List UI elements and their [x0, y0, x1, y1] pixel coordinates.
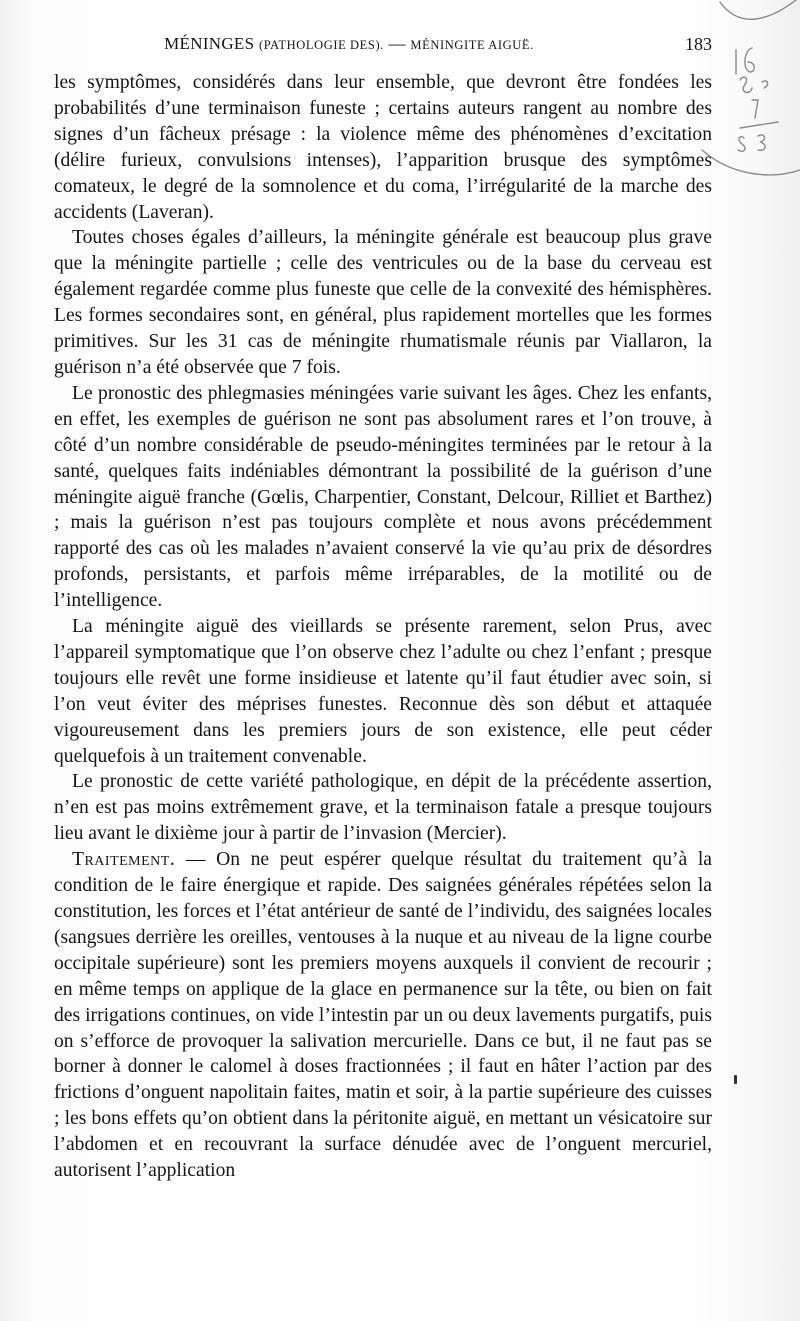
treatment-heading: Traitement.: [72, 849, 176, 871]
margin-mark: [734, 1075, 737, 1084]
page-number: 183: [685, 34, 712, 54]
running-title-main: MÉNINGES: [164, 34, 255, 53]
running-head: [56, 34, 712, 60]
paragraph-gravity: Toutes choses égales d’ailleurs, la méningite générale est beaucoup plus grave que la méningite partielle ; celle des ventricules ou de la base du cerveau est également regardée comme plus funeste que celle de la convexité des hémisphères. Les formes secondaires sont, en général, plus rapidement mortelles que les formes primitives. Sur les 31 cas de méningite rhumatismale réunis par Viallaron, la guérison n’a été observée que 7 fois.: [54, 227, 712, 378]
paragraph-continued: les symptômes, considérés dans leur ensemble, que devront être fondées les probabilités d’une terminaison funeste ; certains auteurs rangent au nombre des signes d’un fâcheux présage : la violence même des phénomènes d’excitation (délire furieux, convulsions intenses), l’apparition brusque des symptômes comateux, le degré de la somnolence et du coma, l’irrégularité de la marche des accidents (Laveran).: [54, 72, 712, 223]
running-title: [56, 34, 642, 54]
paragraph-ages: Le pronostic des phlegmasies méningées varie suivant les âges. Chez les enfants, en effet, les exemples de guérison ne sont pas absolument rares et l’on trouve, à côté d’un nombre considérable de pseudo-méningites terminées par le retour à la santé, quelques faits indéniables démontrant la possibilité de la guérison d’une méningite aiguë franche (Gœlis, Charpentier, Constant, Delcour, Rilliet et Barthez) ; mais la guérison n’est pas toujours complète et nous avons précédemment rapporté des cas où les malades n’avaient conservé la vie qu’au prix de désordres profonds, persistants, et parfois même irréparables, de la motilité ou de l’intelligence.: [54, 382, 712, 612]
treatment-text: — On ne peut espérer quelque résultat du traitement qu’à la condition de le faire énergique et rapide. Des saignées générales répétées selon la constitution, les forces et l’état antérieur de santé de l’individu, des saignées locales (sangsues derrière les oreilles, ventouses à la nuque et au niveau de la ligne courbe occipitale supérieure) sont les premiers moyens auxquels il convient de recourir ; en même temps on applique de la glace en permanence sur la tête, ou bien on fait des irrigations continues, on vide l’intestin par un ou deux lavements purgatifs, puis on s’efforce de provoquer la salivation mercurielle. Dans ce but, il ne faut pas se borner à donner le calomel à doses fractionnées ; il faut en hâter l’action par des frictions d’onguent napolitain faites, matin et soir, à la partie supérieure des cuisses ; les bons effets qu’on obtient dans la péritonite aiguë, en mettant un vésicatoire sur l’abdomen et en recouvrant la surface dénudée avec de l’onguent mercuriel, autorisent l’application: [54, 849, 712, 1182]
paragraph-elderly: La méningite aiguë des vieillards se présente rarement, selon Prus, avec l’appareil symptomatique que l’on observe chez l’adulte ou chez l’enfant ; presque toujours elle revêt une forme insidieuse et latente qu’il faut étudier avec soin, si l’on veut éviter des méprises funestes. Reconnue dès son début et attaquée vigoureusement dans les premiers jours de son existence, elle peut céder quelquefois à un traitement convenable.: [54, 616, 712, 767]
pencil-annotation: [700, 0, 800, 200]
running-title-sub: (PATHOLOGIE DES).: [258, 38, 384, 52]
paragraph-treatment: [54, 847, 712, 1184]
running-title-section: MÉNINGITE AIGUË.: [410, 38, 534, 52]
paragraph-prognosis: Le pronostic de cette variété pathologique, en dépit de la précédente assertion, n’en est pas moins extrêmement grave, et la terminaison fatale a presque toujours lieu avant le dixième jour à partir de l’invasion (Mercier).: [54, 771, 712, 845]
running-title-dash: —: [388, 34, 406, 53]
body-text: [54, 70, 712, 1184]
